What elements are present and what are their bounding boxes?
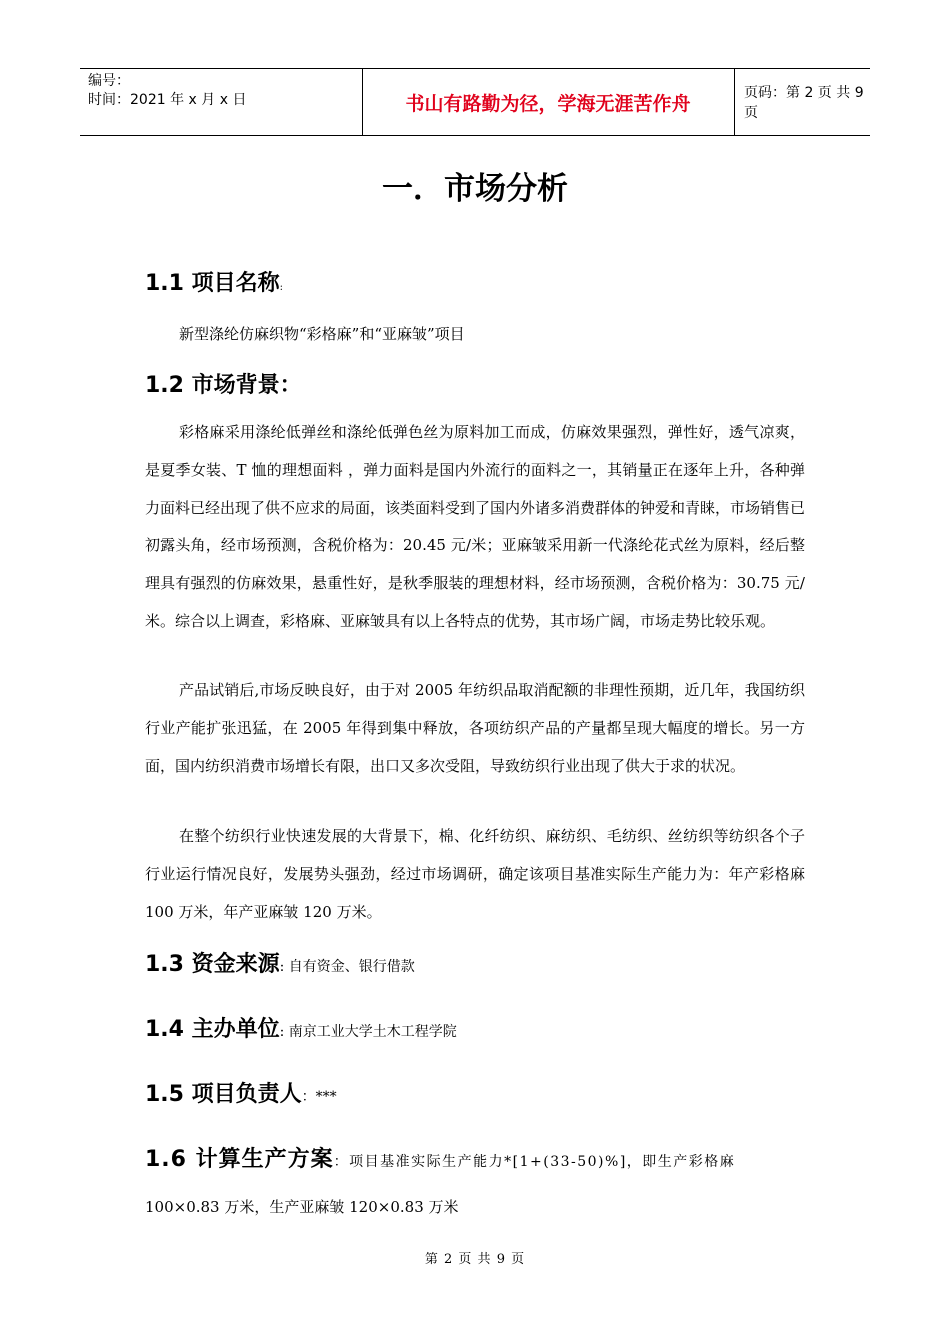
- heading-text: 1.3 资金来源: [145, 952, 280, 977]
- section-heading-1-4: [145, 1012, 457, 1043]
- sponsor-text: : 南京工业大学土木工程学院: [279, 1024, 457, 1040]
- section-heading-1-6: [145, 1142, 735, 1173]
- number-label: 编号：: [88, 73, 130, 89]
- heading-text: 1.5 项目负责人: [145, 1082, 302, 1107]
- heading-text: 1.4 主办单位: [145, 1017, 280, 1042]
- section-heading-1-5: [145, 1077, 337, 1108]
- page-footer: 第 2 页 共 9 页: [424, 1252, 526, 1267]
- page-title: 一．市场分析: [382, 171, 568, 207]
- section-heading-1-2: 1.2 市场背景：: [145, 373, 302, 398]
- header-page-info: 页码：第 2 页 共 9 页: [744, 85, 864, 121]
- project-name-text: 新型涤纶仿麻织物“彩格麻”和“亚麻皱”项目: [179, 325, 465, 343]
- header-meta: [80, 69, 290, 138]
- header-motto: 书山有路勤为径，学海无涯苦作舟: [405, 92, 691, 115]
- heading-colon: :: [279, 282, 284, 293]
- time-label: 时间：2021 年 x 月 x 日: [88, 92, 247, 108]
- market-background-paragraph-3: 在整个纺织行业快速发展的大背景下，棉、化纤纺织、麻纺织、毛纺织、丝纺织等纺织各个子行业运行情况良好，发展势头强劲，经过市场调研，确定该项目基准实际生产能力为：年产彩格麻 100 万米，年产亚麻皱 120 万米。: [145, 827, 805, 921]
- section-heading-1-3: [145, 947, 415, 978]
- market-background-paragraph-1: 彩格麻采用涤纶低弹丝和涤纶低弹色丝为原料加工而成，仿麻效果强烈，弹性好，透气凉爽，是夏季女装、T 恤的理想面料 ，弹力面料是国内外流行的面料之一，其销量正在逐年上升，各种弹力面料已经出现了供不应求的局面，该类面料受到了国内外诸多消费群体的钟爱和青睐，市场销售已初露头角，经市场预测，含税价格为：20.45 元/米；亚麻皱采用新一代涤纶花式丝为原料，经后整理具有强烈的仿麻效果，悬重性好，是秋季服装的理想材料，经市场预测，含税价格为：30.75 元/米。综合以上调查，彩格麻、亚麻皱具有以上各特点的优势，其市场广阔，市场走势比较乐观。: [145, 423, 806, 630]
- market-background-paragraph-2: 产品试销后,市场反映良好，由于对 2005 年纺织品取消配额的非理性预期，近几年，我国纺织行业产能扩张迅猛，在 2005 年得到集中释放，各项纺织产品的产量都呈现大幅度的增长。另一方面，国内纺织消费市场增长有限，出口又多次受阻，导致纺织行业出现了供大于求的状况。: [145, 681, 805, 775]
- funding-source-text: : 自有资金、银行借款: [279, 959, 415, 975]
- heading-text: 1.1 项目名称: [145, 271, 280, 296]
- page-header: [80, 68, 870, 136]
- production-plan-text: ：项目基准实际生产能力*[1+(33-50)%]，即生产彩格麻: [333, 1154, 736, 1170]
- project-leader-text: ：***: [301, 1089, 337, 1105]
- production-plan-text-continued: 100×0.83 万米，生产亚麻皱 120×0.83 万米: [145, 1198, 459, 1216]
- heading-text: 1.6 计算生产方案: [145, 1147, 334, 1172]
- section-heading-1-1: [145, 266, 283, 297]
